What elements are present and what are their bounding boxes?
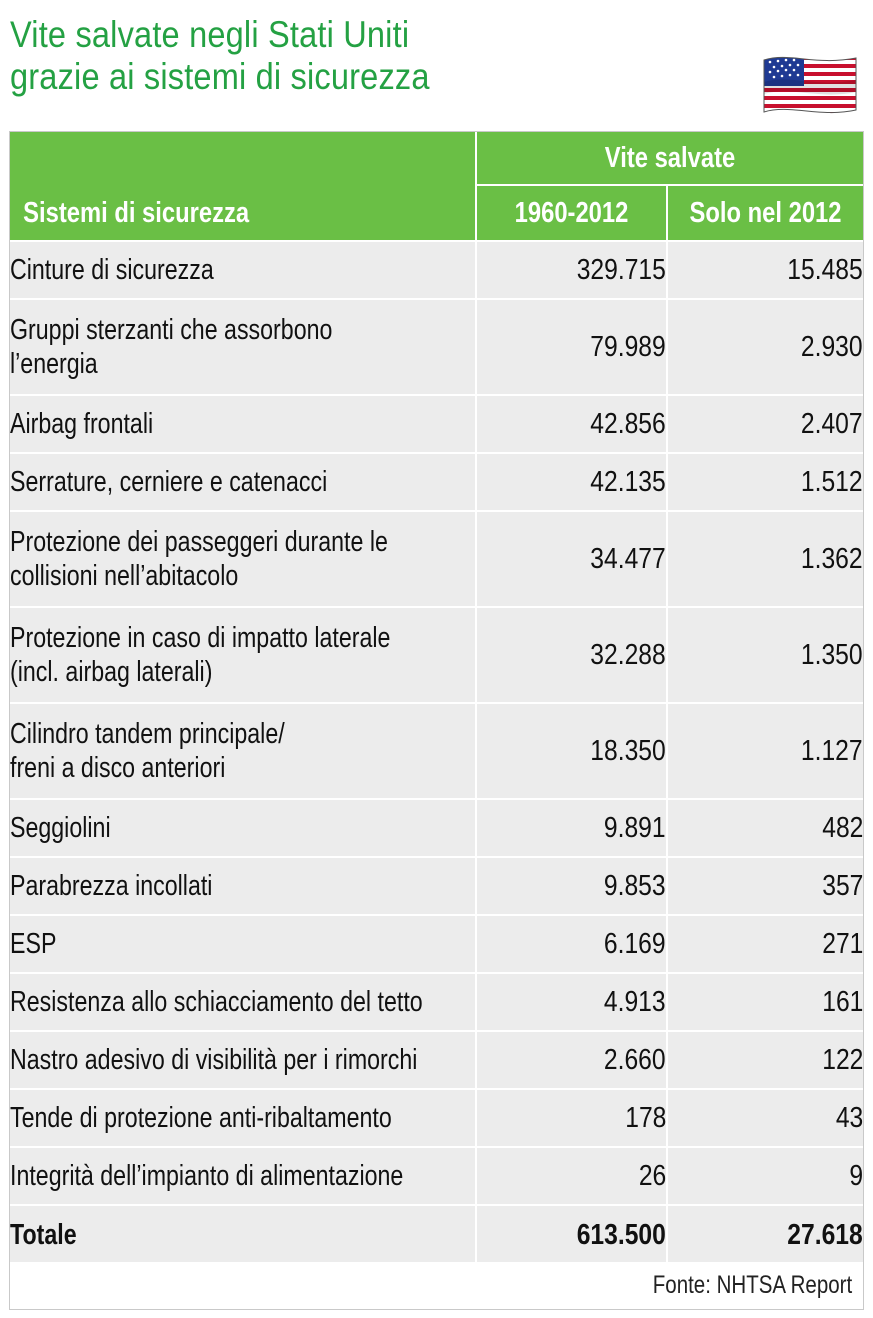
system-name-cell xyxy=(10,973,476,1031)
system-name-cell xyxy=(10,395,476,453)
value-1960-2012-cell-text: 6.169 xyxy=(604,928,666,960)
table-row xyxy=(10,1031,863,1089)
system-name-cell xyxy=(10,915,476,973)
system-name-cell xyxy=(10,607,476,703)
system-name-cell xyxy=(10,511,476,607)
system-name-cell-text: Airbag frontali xyxy=(10,408,154,440)
header-lives-saved: Vite salvate xyxy=(476,132,863,185)
value-2012-cell-text: 357 xyxy=(821,870,864,902)
value-1960-2012-cell-text: 42.856 xyxy=(590,408,666,440)
value-1960-2012-cell-text: 329.715 xyxy=(576,254,666,286)
header-2012-only: Solo nel 2012 xyxy=(667,185,863,241)
value-1960-2012-cell xyxy=(476,299,667,395)
system-name-cell xyxy=(10,703,476,799)
value-2012-cell xyxy=(667,1089,863,1147)
table-header xyxy=(10,132,863,241)
value-1960-2012-cell-text: 42.135 xyxy=(590,466,666,498)
us-flag-icon xyxy=(760,52,860,118)
system-name-cell xyxy=(10,1205,476,1264)
value-1960-2012-cell-text: 613.500 xyxy=(576,1219,666,1251)
value-2012-cell-text: 43 xyxy=(835,1102,864,1134)
value-1960-2012-cell-text: 178 xyxy=(624,1102,666,1134)
value-1960-2012-cell xyxy=(476,799,667,857)
value-2012-cell-text: 1.350 xyxy=(801,639,864,671)
table-row xyxy=(10,857,863,915)
chart-title-line1: Vite salvate negli Stati Uniti xyxy=(10,14,410,55)
table-row xyxy=(10,241,863,299)
value-1960-2012-cell-text: 9.891 xyxy=(604,812,666,844)
header-systems: Sistemi di sicurezza xyxy=(10,132,476,241)
value-2012-cell xyxy=(667,453,863,511)
value-1960-2012-cell xyxy=(476,241,667,299)
value-2012-cell xyxy=(667,395,863,453)
system-name-cell xyxy=(10,799,476,857)
system-name-cell-text: Cilindro tandem principale/ freni a disco anteriori xyxy=(10,718,285,784)
source-text: Fonte: NHTSA Report xyxy=(652,1271,852,1299)
value-1960-2012-cell xyxy=(476,1031,667,1089)
value-2012-cell-text: 1.127 xyxy=(801,735,864,767)
system-name-cell xyxy=(10,1031,476,1089)
value-2012-cell-text: 2.407 xyxy=(801,408,864,440)
value-2012-cell xyxy=(667,1031,863,1089)
system-name-cell-text: Parabrezza incollati xyxy=(10,870,213,902)
system-name-cell xyxy=(10,1147,476,1205)
table-row xyxy=(10,395,863,453)
system-name-cell-text: Tende di protezione anti-ribaltamento xyxy=(10,1102,392,1134)
value-1960-2012-cell xyxy=(476,915,667,973)
value-2012-cell-text: 161 xyxy=(821,986,864,1018)
system-name-cell-text: ESP xyxy=(10,928,57,960)
table-row xyxy=(10,1147,863,1205)
system-name-cell xyxy=(10,299,476,395)
table-row xyxy=(10,453,863,511)
chart-title xyxy=(10,14,430,98)
system-name-cell-text: Seggiolini xyxy=(10,812,111,844)
value-2012-cell-text: 482 xyxy=(821,812,864,844)
value-2012-cell xyxy=(667,703,863,799)
system-name-cell xyxy=(10,857,476,915)
value-1960-2012-cell xyxy=(476,1147,667,1205)
chart-title-line2: grazie ai sistemi di sicurezza xyxy=(10,56,430,97)
table-row xyxy=(10,299,863,395)
table-row xyxy=(10,607,863,703)
value-2012-cell xyxy=(667,1147,863,1205)
value-1960-2012-cell xyxy=(476,511,667,607)
value-1960-2012-cell-text: 79.989 xyxy=(590,331,666,363)
value-1960-2012-cell-text: 34.477 xyxy=(590,543,666,575)
value-1960-2012-cell-text: 32.288 xyxy=(590,639,666,671)
value-2012-cell xyxy=(667,915,863,973)
value-1960-2012-cell-text: 9.853 xyxy=(604,870,666,902)
table-body xyxy=(10,241,863,1264)
value-2012-cell xyxy=(667,799,863,857)
table-row xyxy=(10,511,863,607)
value-1960-2012-cell-text: 4.913 xyxy=(604,986,666,1018)
value-1960-2012-cell-text: 2.660 xyxy=(604,1044,666,1076)
value-2012-cell xyxy=(667,1205,863,1264)
value-1960-2012-cell xyxy=(476,703,667,799)
table-row xyxy=(10,703,863,799)
system-name-cell-text: Resistenza allo schiacciamento del tetto xyxy=(10,986,423,1018)
value-2012-cell xyxy=(667,299,863,395)
table-row xyxy=(10,915,863,973)
system-name-cell xyxy=(10,1089,476,1147)
value-2012-cell xyxy=(667,973,863,1031)
system-name-cell-text: Integrità dell’impianto di alimentazione xyxy=(10,1160,404,1192)
value-2012-cell-text: 122 xyxy=(821,1044,864,1076)
value-1960-2012-cell xyxy=(476,857,667,915)
value-1960-2012-cell xyxy=(476,395,667,453)
source-note xyxy=(10,1262,863,1308)
table-row xyxy=(10,973,863,1031)
total-row xyxy=(10,1205,863,1264)
value-2012-cell-text: 1.512 xyxy=(801,466,864,498)
value-1960-2012-cell xyxy=(476,1089,667,1147)
value-2012-cell xyxy=(667,607,863,703)
value-1960-2012-cell-text: 18.350 xyxy=(590,735,666,767)
value-2012-cell xyxy=(667,857,863,915)
value-1960-2012-cell xyxy=(476,1205,667,1264)
value-1960-2012-cell xyxy=(476,453,667,511)
safety-systems-table xyxy=(10,132,863,1264)
value-2012-cell-text: 1.362 xyxy=(801,543,864,575)
value-2012-cell-text: 27.618 xyxy=(787,1219,864,1251)
value-1960-2012-cell xyxy=(476,973,667,1031)
system-name-cell xyxy=(10,241,476,299)
system-name-cell-text: Protezione dei passeggeri durante le collisioni nell’abitacolo xyxy=(10,526,388,592)
system-name-cell-text: Cinture di sicurezza xyxy=(10,254,214,286)
value-2012-cell-text: 15.485 xyxy=(787,254,864,286)
system-name-cell-text: Serrature, cerniere e catenacci xyxy=(10,466,328,498)
value-2012-cell-text: 271 xyxy=(821,928,864,960)
table-row xyxy=(10,1089,863,1147)
system-name-cell-text: Nastro adesivo di visibilità per i rimorchi xyxy=(10,1044,418,1076)
system-name-cell xyxy=(10,453,476,511)
value-2012-cell-text: 9 xyxy=(849,1160,864,1192)
value-1960-2012-cell xyxy=(476,607,667,703)
value-1960-2012-cell-text: 26 xyxy=(638,1160,666,1192)
value-2012-cell-text: 2.930 xyxy=(801,331,864,363)
system-name-cell-text: Protezione in caso di impatto laterale (incl. airbag laterali) xyxy=(10,622,391,688)
header-1960-2012: 1960-2012 xyxy=(476,185,667,241)
system-name-cell-text: Totale xyxy=(10,1219,77,1251)
system-name-cell-text: Gruppi sterzanti che assorbono l’energia xyxy=(10,314,333,380)
value-2012-cell xyxy=(667,511,863,607)
table-row xyxy=(10,799,863,857)
value-2012-cell xyxy=(667,241,863,299)
